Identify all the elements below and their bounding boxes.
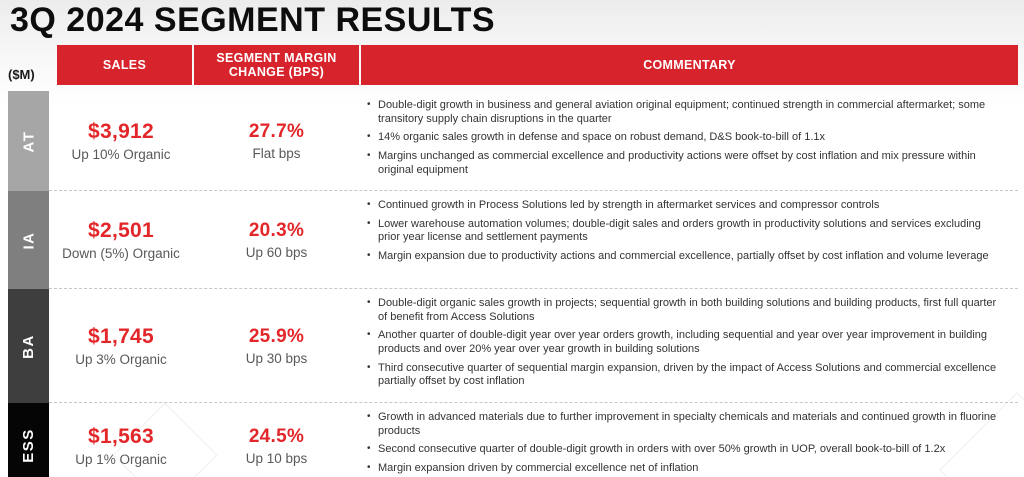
- column-header-commentary: COMMENTARY: [361, 45, 1018, 85]
- sales-value: $1,563: [87, 424, 155, 448]
- segment-row-body: [49, 289, 1018, 403]
- sales-organic-change: Up 10% Organic: [71, 146, 171, 162]
- margin-bps-change: Up 60 bps: [245, 244, 308, 260]
- commentary-bullet: • 14% organic sales growth in defense and space on robust demand, D&S book-to-bill of 1.1x: [365, 131, 1002, 145]
- units-label: ($M): [8, 67, 35, 82]
- margin-cell: [193, 403, 360, 477]
- margin-bps-change: Flat bps: [252, 145, 301, 161]
- commentary-bullet: • Double-digit organic sales growth in projects; sequential growth in both building solutions and building products, first full quarter of benefit from Access Solutions: [365, 297, 1002, 324]
- segment-row-ba: [8, 289, 1018, 403]
- commentary-bullet: • Third consecutive quarter of sequential margin expansion, driven by the impact of Access Solutions and commercial excellence partially offset by cost inflation: [365, 362, 1002, 389]
- sales-cell: [49, 91, 193, 190]
- commentary-bullet: • Margin expansion driven by commercial excellence net of inflation: [365, 462, 1002, 476]
- sales-value: $3,912: [87, 119, 155, 143]
- page-title: 3Q 2024 SEGMENT RESULTS: [10, 1, 496, 39]
- margin-cell: [193, 191, 360, 288]
- segment-row-body: [49, 191, 1018, 289]
- margin-bps-change: Up 10 bps: [245, 450, 308, 466]
- segment-row-at: [8, 91, 1018, 191]
- segment-label-ba: [8, 289, 49, 403]
- commentary-bullet: • Another quarter of double-digit year over year orders growth, including sequential and year over year improvement in building products and over 20% year over year growth in building solutions: [365, 329, 1002, 356]
- commentary-bullet-list: [365, 411, 1002, 476]
- segment-code: BA: [19, 333, 37, 359]
- sales-cell: [49, 289, 193, 402]
- segment-row-body: [49, 403, 1018, 477]
- commentary-bullet-list: [365, 199, 1002, 264]
- margin-bps-change: Up 30 bps: [245, 350, 308, 366]
- margin-cell: [193, 91, 360, 190]
- segment-code: ESS: [19, 428, 37, 464]
- margin-value: 20.3%: [248, 219, 305, 241]
- segment-results-table: [8, 45, 1018, 477]
- segment-row-ia: [8, 191, 1018, 289]
- sales-organic-change: Up 3% Organic: [75, 351, 167, 367]
- commentary-cell: [360, 191, 1018, 288]
- commentary-bullet-list: [365, 99, 1002, 177]
- sales-value: $2,501: [87, 218, 155, 242]
- sales-value: $1,745: [87, 324, 155, 348]
- segment-label-ia: [8, 191, 49, 289]
- segment-label-ess: [8, 403, 49, 477]
- column-header-segment-margin-change: SEGMENT MARGIN CHANGE (BPS): [194, 45, 359, 85]
- commentary-bullet: • Double-digit growth in business and general aviation original equipment; continued strength in commercial aftermarket; some transitory supply chain disruptions in the quarter: [365, 99, 1002, 126]
- margin-value: 24.5%: [248, 425, 305, 447]
- column-header-sales: SALES: [57, 45, 192, 85]
- segment-code: IA: [20, 231, 37, 250]
- segment-label-at: [8, 91, 49, 191]
- commentary-bullet: • Margin expansion due to productivity actions and commercial excellence, partially offset by cost inflation and volume leverage: [365, 250, 1002, 264]
- margin-value: 27.7%: [248, 120, 305, 142]
- commentary-bullet: • Lower warehouse automation volumes; double-digit sales and orders growth in productivity solutions and services excluding prior year license and settlement payments: [365, 218, 1002, 245]
- segment-row-ess: [8, 403, 1018, 477]
- commentary-bullet: • Second consecutive quarter of double-digit growth in orders with over 50% growth in UOP, overall book-to-bill of 1.2x: [365, 443, 1002, 457]
- table-header-row: [57, 45, 1018, 85]
- commentary-cell: [360, 91, 1018, 190]
- commentary-bullet: • Growth in advanced materials due to further improvement in specialty chemicals and materials and continued growth in fluorine products: [365, 411, 1002, 438]
- commentary-bullet: • Margins unchanged as commercial excellence and productivity actions were offset by cost inflation and mix pressure within original equipment: [365, 150, 1002, 177]
- sales-cell: [49, 403, 193, 477]
- segment-code: AT: [19, 130, 37, 153]
- table-body: [8, 91, 1018, 477]
- commentary-cell: [360, 289, 1018, 402]
- commentary-bullet: • Continued growth in Process Solutions led by strength in aftermarket services and compressor controls: [365, 199, 1002, 213]
- commentary-cell: [360, 403, 1018, 477]
- margin-value: 25.9%: [248, 325, 305, 347]
- sales-organic-change: Up 1% Organic: [75, 451, 167, 467]
- commentary-bullet-list: [365, 297, 1002, 389]
- segment-row-body: [49, 91, 1018, 191]
- sales-cell: [49, 191, 193, 288]
- margin-cell: [193, 289, 360, 402]
- sales-organic-change: Down (5%) Organic: [62, 245, 180, 261]
